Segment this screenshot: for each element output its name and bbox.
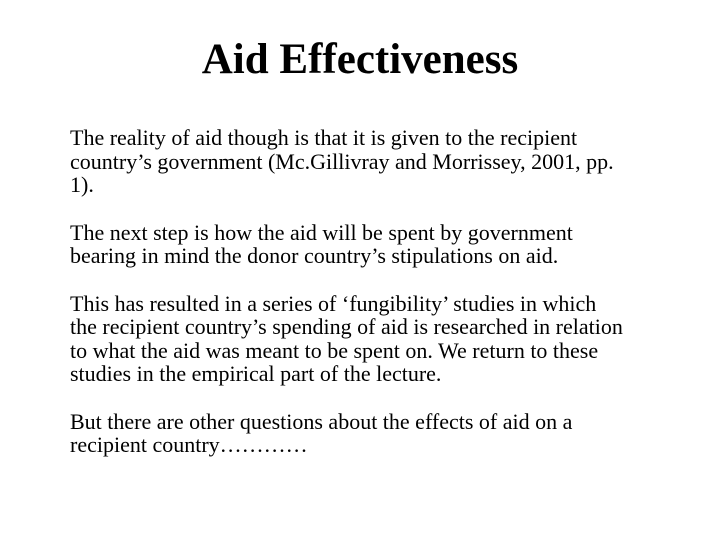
- paragraph-other-questions: But there are other questions about the effects of aid on a recipient country…………: [70, 408, 573, 457]
- paragraph-next-step: The next step is how the aid will be spent by government bearing in mind the donor country’s stipulations on aid.: [70, 219, 573, 268]
- paragraph-fungibility: This has resulted in a series of ‘fungibility’ studies in which the recipient country’s spending of aid is researched in relation to what the aid was meant to be spent on. We return to these studies in the empirical part of the lecture.: [70, 290, 623, 386]
- slide-title: Aid Effectiveness: [201, 36, 519, 83]
- paragraph-aid-recipient: The reality of aid though is that it is given to the recipient country’s government (Mc.Gillivray and Morrissey, 2001, pp. 1).: [70, 125, 614, 197]
- slide-body: [70, 126, 690, 481]
